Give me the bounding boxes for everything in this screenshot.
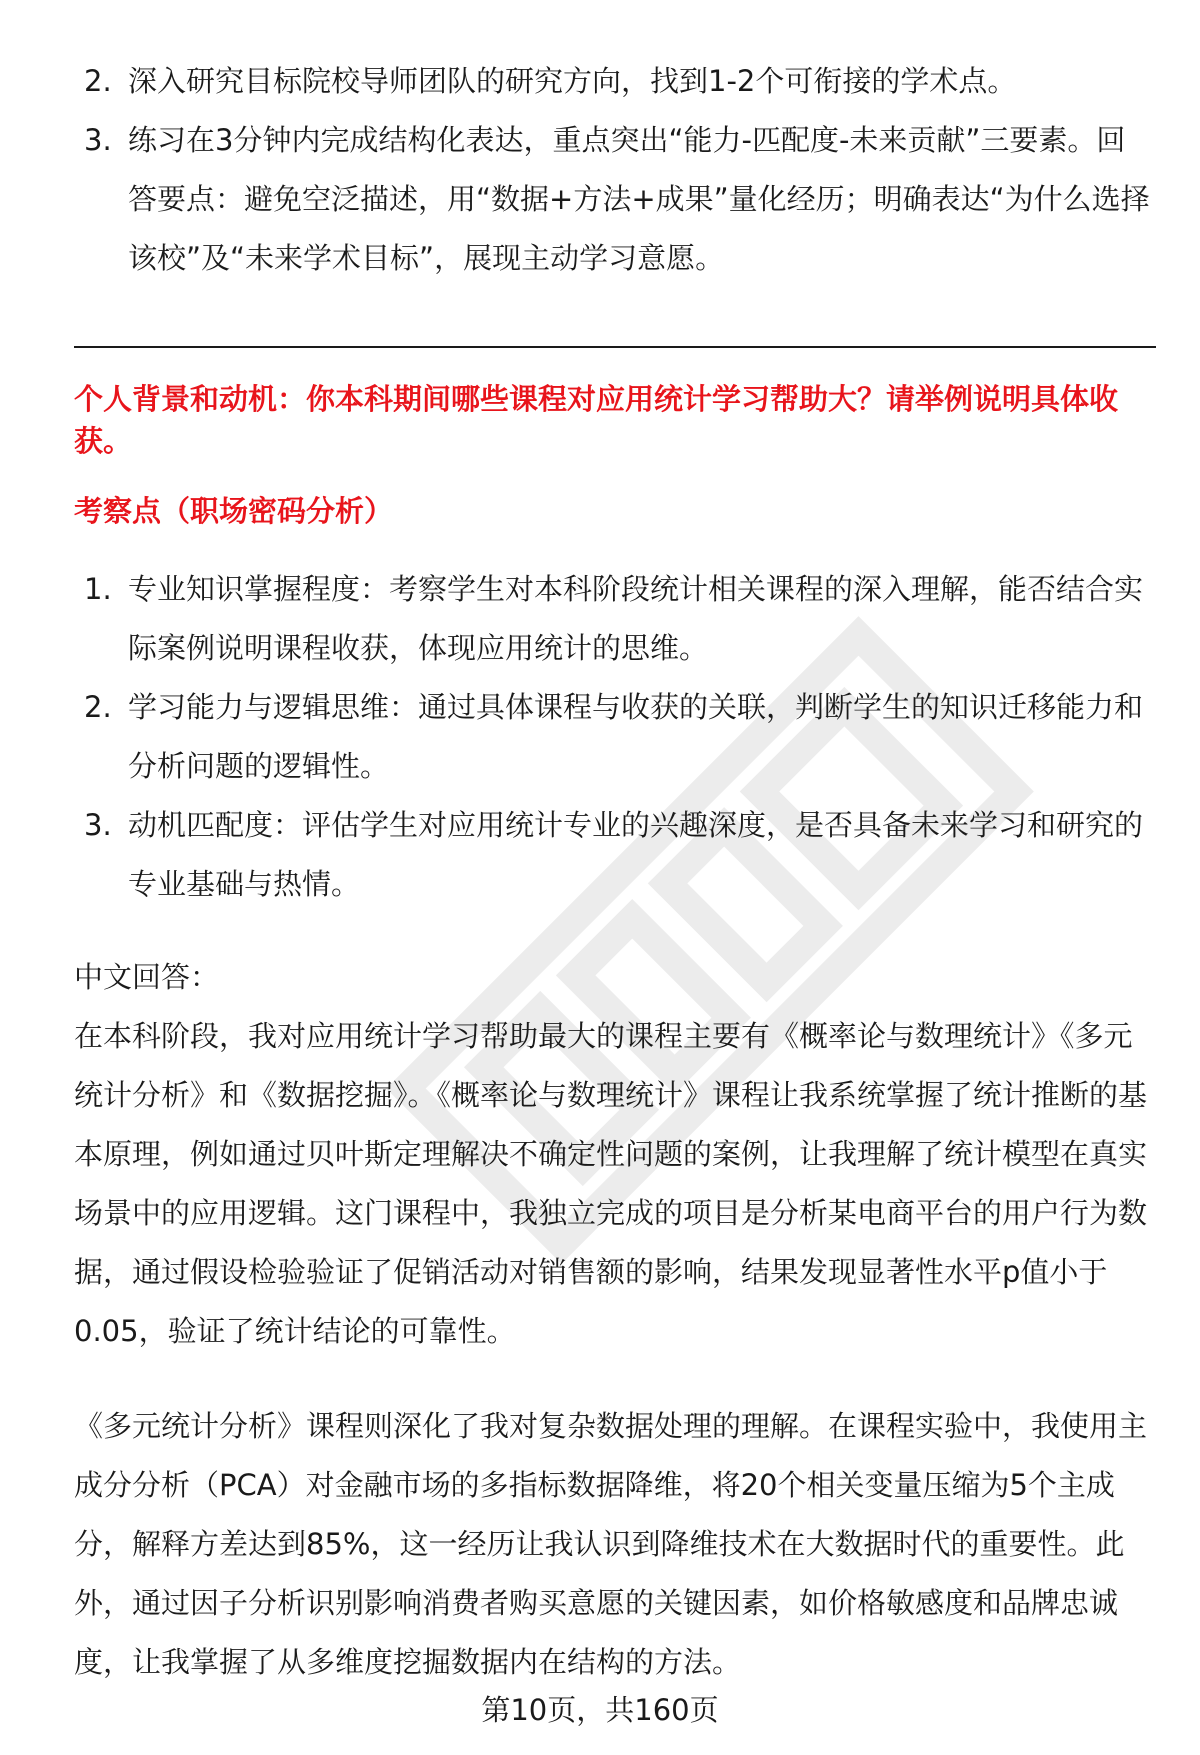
page-footer: 第10页，共160页	[481, 1693, 719, 1727]
question-title: 个人背景和动机：你本科期间哪些课程对应用统计学习帮助大？请举例说明具体收获。	[74, 382, 1119, 458]
assessment-points-list	[74, 560, 1154, 914]
answer-paragraph-2: 《多元统计分析》课程则深化了我对复杂数据处理的理解。在课程实验中，我使用主成分分析（PCA）对金融市场的多指标数据降维，将20个相关变量压缩为5个主成分，解释方差达到85%，这一经历让我认识到降维技术在大数据时代的重要性。此外，通过因子分析识别影响消费者购买意愿的关键因素，如价格敏感度和品牌忠诚度，让我掌握了从多维度挖掘数据内在结构的方法。	[74, 1409, 1148, 1679]
section-title: 考察点（职场密码分析）	[74, 494, 394, 528]
list-item: 2. 学习能力与逻辑思维：通过具体课程与收获的关联，判断学生的知识迁移能力和分析问题的逻辑性。	[84, 690, 1144, 783]
list-item: 3. 练习在3分钟内完成结构化表达，重点突出“能力-匹配度-未来贡献”三要素。回答要点：避免空泛描述，用“数据+方法+成果”量化经历；明确表达“为什么选择该校”及“未来学术目标”，展现主动学习意愿。	[84, 123, 1150, 275]
answer-paragraph-1: 在本科阶段，我对应用统计学习帮助最大的课程主要有《概率论与数理统计》《多元统计分析》和《数据挖掘》。《概率论与数理统计》课程让我系统掌握了统计推断的基本原理，例如通过贝叶斯定理解决不确定性问题的案例，让我理解了统计模型在真实场景中的应用逻辑。这门课程中，我独立完成的项目是分析某电商平台的用户行为数据，通过假设检验验证了促销活动对销售额的影响，结果发现显著性水平p值小于0.05，验证了统计结论的可靠性。	[74, 1019, 1148, 1348]
list-item: 1. 专业知识掌握程度：考察学生对本科阶段统计相关课程的深入理解，能否结合实际案例说明课程收获，体现应用统计的思维。	[84, 572, 1144, 665]
section-divider	[74, 346, 1156, 348]
list-item: 2. 深入研究目标院校导师团队的研究方向，找到1-2个可衔接的学术点。	[84, 64, 1017, 98]
top-list	[74, 52, 1154, 288]
answer-label: 中文回答：	[74, 960, 220, 994]
list-item: 3. 动机匹配度：评估学生对应用统计专业的兴趣深度，是否具备未来学习和研究的专业基础与热情。	[84, 808, 1144, 901]
